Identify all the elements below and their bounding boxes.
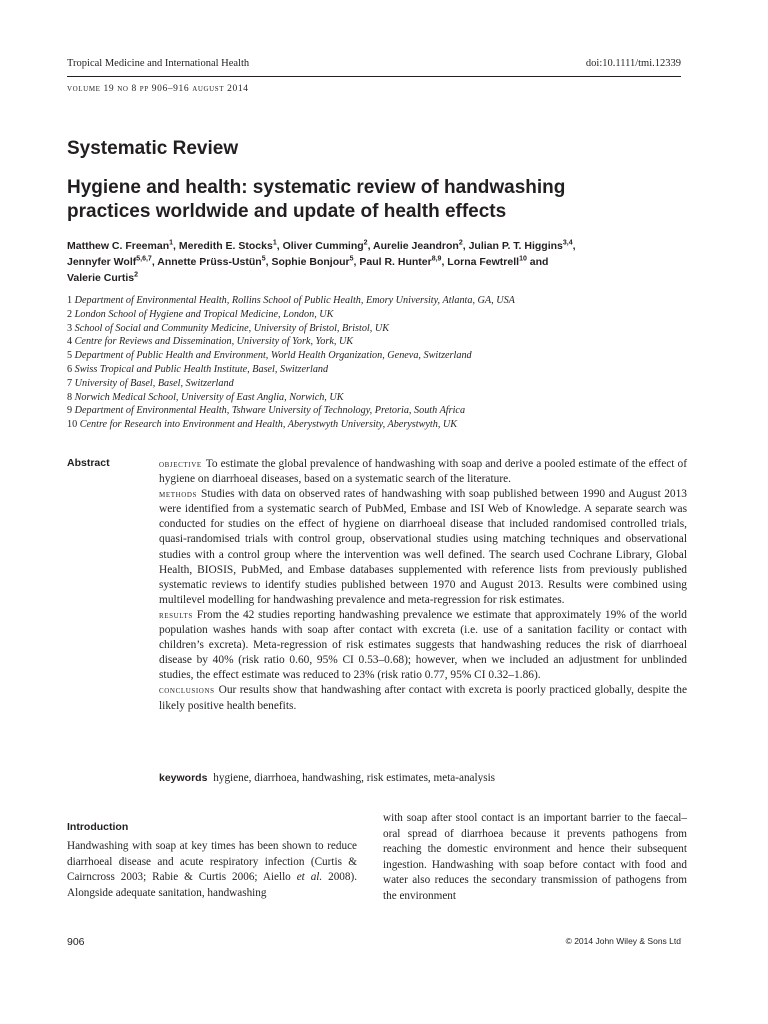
author-affiliation-sup: 1 [272, 239, 277, 247]
abstract-section-text: Our results show that handwashing after contact with excreta is poorly practiced globally, despite the likely positive health benefits. [159, 684, 687, 712]
abstract-section-lead: objective [159, 459, 202, 470]
author-name: Lorna Fewtrell [447, 256, 520, 268]
affiliation-text: Centre for Research into Environment and Health, Aberystwyth University, Aberystwyth, UK [79, 419, 458, 431]
affiliation-text: Centre for Reviews and Dissemination, University of York, York, UK [74, 336, 354, 348]
author-affiliation-sup: 2 [458, 239, 463, 247]
author-affiliation-sup: 5 [261, 255, 266, 263]
affiliation-item [67, 418, 707, 432]
affiliation-text: Norwich Medical School, University of East Anglia, Norwich, UK [74, 391, 344, 403]
author-name: Annette Prüss-Ustün [157, 256, 262, 268]
abstract-section [159, 457, 687, 487]
introduction-column-2: with soap after stool contact is an important barrier to the faecal–oral spread of diarrhoea because it prevents pathogens from reaching the domestic environment and hence their subsequent ingestion. Handwashing with soap before contact with food and water also reduces the secondary transmission of pathogens from the environment [383, 812, 687, 902]
header-rule [67, 76, 681, 77]
article-type: Systematic Review [67, 138, 239, 159]
keywords [159, 772, 687, 784]
affiliation-number: 1 [67, 295, 73, 306]
affiliation-item [67, 308, 707, 322]
keywords-label: keywords [159, 772, 208, 784]
affiliation-item [67, 404, 707, 418]
abstract-section [159, 487, 687, 608]
abstract-section-text: Studies with data on observed rates of handwashing with soap published between 1990 and August 2013 were identified from a systematic search of PubMed, Embase and ISI Web of Knowledge. A separate search was conducted for studies on the effect of hygiene on diarrhoeal disease that included randomised controlled trials, quasi-randomised trials with control group, observational studies using matching techniques and observational studies with a control group where the intervention was well defined. The search used Cochrane Library, Global Health, BIOSIS, PubMed, and Embase databases supplemented with reference lists from previously published systematic reviews to identify studies published between 1970 and August 2013. Results were combined using multilevel modelling for handwashing prevalence and meta-regression for risk estimates. [159, 488, 687, 606]
author-affiliation-sup: 8,9 [431, 255, 442, 263]
affiliation-item [67, 391, 707, 405]
affiliation-text: School of Social and Community Medicine, University of Bristol, Bristol, UK [74, 322, 390, 334]
author-name: Meredith E. Stocks [178, 240, 273, 252]
author-affiliation-sup: 1 [169, 239, 174, 247]
intro-col1-italic: et al. [296, 871, 323, 883]
affiliation-text: Department of Public Health and Environment, World Health Organization, Geneva, Switzerland [74, 350, 472, 362]
affiliation-item [67, 349, 707, 363]
author-name: Valerie Curtis [67, 272, 135, 284]
author-name: Aurelie Jeandron [373, 240, 459, 252]
affiliation-number: 6 [67, 363, 73, 375]
abstract-section [159, 683, 687, 713]
author-affiliation-sup: 5,6,7 [136, 255, 152, 263]
affiliation-item [67, 377, 707, 391]
copyright: © 2014 John Wiley & Sons Ltd [565, 936, 681, 946]
author-affiliation-sup: 3,4 [562, 239, 573, 247]
affiliation-text: Swiss Tropical and Public Health Institute, Basel, Switzerland [74, 363, 329, 375]
author-affiliation-sup: 10 [519, 255, 527, 263]
abstract-section [159, 608, 687, 683]
author-list: Matthew C. Freeman$^1$, Meredith E. Stocks$^1$, Oliver Cumming$^2$, Aurelie Jeandron$^2$, Julian P. T. Higgins$^{3,4}$, Jennyfer Wolf$^{5,6,7}$, Annette Prüss-Ustün$^5$, Sophie Bonjour$^5$, Paul R. Hunter$^{8,9}$, Lorna Fewtrell$^{10}$ and Valerie Curtis$^2$ [67, 239, 576, 284]
affiliation-number: 7 [67, 377, 73, 389]
author-affiliation-sup: 2 [363, 239, 368, 247]
author-name: Jennyfer Wolf [67, 256, 137, 268]
keywords-text: hygiene, diarrhoea, handwashing, risk estimates, meta-analysis [213, 772, 496, 784]
authors-and: and [529, 256, 549, 268]
affiliation-item [67, 294, 707, 308]
article-title: Hygiene and health: systematic review of handwashing practices worldwide and update of health effects [67, 177, 566, 222]
abstract-label: Abstract [67, 457, 110, 469]
affiliation-number: 5 [67, 350, 73, 362]
volume-info: volume 19 no 8 pp 906–916 august 2014 [67, 84, 249, 94]
introduction-heading: Introduction [67, 821, 129, 833]
author-affiliation-sup: 2 [134, 271, 139, 279]
abstract-section-lead: results [159, 609, 193, 621]
affiliation-number: 2 [67, 308, 73, 320]
author-name: Matthew C. Freeman [67, 240, 170, 252]
author-affiliation-sup: 5 [349, 255, 354, 263]
affiliation-number: 10 [67, 419, 78, 431]
abstract-body [159, 457, 687, 714]
abstract-section-text: From the 42 studies reporting handwashing prevalence we estimate that approximately 19% of the world population washes hands with soap after contact with excreta (i.e. use of a sanitation facility or contact with children’s excreta). Meta-regression of risk estimates suggests that handwashing reduces the risk of diarrhoeal disease by 40% (risk ratio 0.60, 95% CI 0.53–0.68); however, when we included an adjustment for unblinded studies, the effect estimate was reduced to 23% (risk ratio 0.77, 95% CI 0.32–1.86). [159, 608, 687, 682]
abstract-section-lead: conclusions [159, 685, 215, 697]
affiliation-number: 9 [67, 405, 73, 417]
introduction-column-1 [67, 839, 357, 901]
affiliation-number: 8 [67, 391, 73, 403]
affiliation-item [67, 363, 707, 377]
intro-col1-text-a: Handwashing with soap at key times has been shown to reduce diarrhoeal disease and acute respiratory infection (Curtis & Cairncross 2003; Rabie & Curtis 2006; Aiello [67, 840, 357, 883]
journal-name: Tropical Medicine and International Health [67, 58, 250, 69]
abstract-section-lead: methods [159, 489, 198, 501]
intro-col1-text-b: 2008). Alongside adequate sanitation, handwashing [67, 871, 357, 899]
affiliation-text: University of Basel, Basel, Switzerland [74, 377, 234, 389]
doi[interactable]: doi:10.1111/tmi.12339 [585, 58, 681, 69]
affiliation-item [67, 322, 707, 336]
author-name: Oliver Cumming [282, 240, 364, 252]
affiliation-number: 4 [67, 336, 73, 348]
author-name: Paul R. Hunter [359, 256, 432, 268]
affiliation-text: Department of Environmental Health, Tshware University of Technology, Pretoria, South Africa [74, 405, 466, 417]
author-name: Sophie Bonjour [271, 256, 350, 268]
page-number: 906 [67, 936, 85, 948]
affiliation-list [67, 294, 707, 432]
affiliation-text: London School of Hygiene and Tropical Medicine, London, UK [74, 308, 334, 320]
affiliation-text: Department of Environmental Health, Rollins School of Public Health, Emory University, Atlanta, GA, USA [74, 295, 515, 306]
affiliation-item [67, 335, 707, 349]
affiliation-number: 3 [67, 322, 73, 334]
author-name: Julian P. T. Higgins [468, 240, 563, 252]
abstract-section-text: To estimate the global prevalence of handwashing with soap and derive a pooled estimate of the effect of hygiene on diarrhoeal diseases, based on a systematic search of the literature. [159, 458, 687, 486]
